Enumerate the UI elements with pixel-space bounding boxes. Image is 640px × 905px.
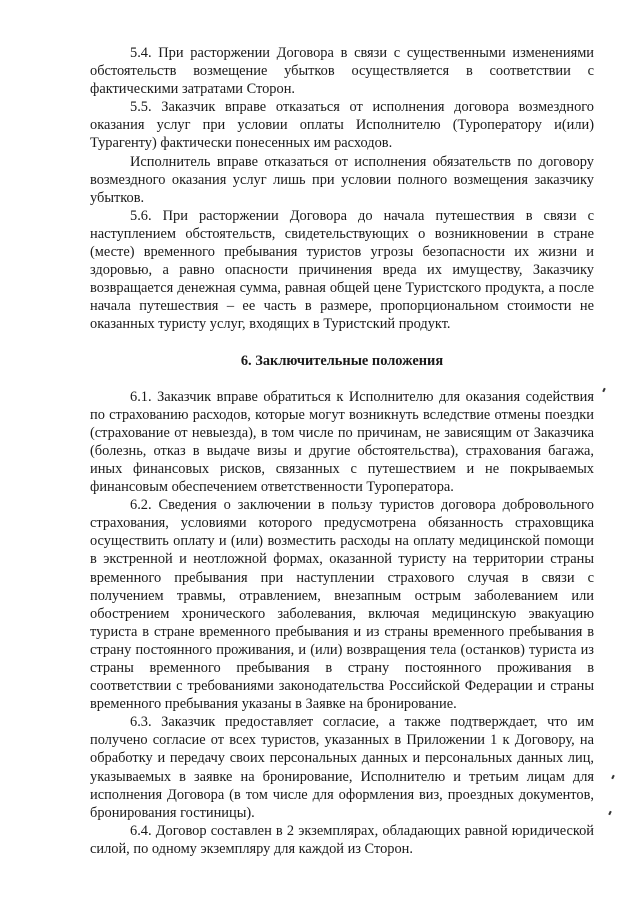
paragraph-6-4: 6.4. Договор составлен в 2 экземплярах, обладающих равной юридической силой, по одному экземпляру для каждой из Сторон.: [90, 822, 594, 857]
paragraph-5-6: 5.6. При расторжении Договора до начала путешествия в связи с наступлением обстоятельств, свидетельствующих о возникновении в стране (месте) временного пребывания туристов угрозы безопасности их жизни и здоровью, а равно опасности причинения вреда их имуществу, Заказчику возвращается денежная сумма, равная общей цене Туристского продукта, а после начала путешествия – ее часть в размере, пропорциональном стоимости не оказанных туристу услуг, входящих в Туристский продукт.: [90, 207, 594, 333]
section-heading: 6. Заключительные положения: [240, 352, 444, 369]
paragraph-6-1: 6.1. Заказчик вправе обратиться к Исполнителю для оказания содействия по страхованию расходов, которые могут возникнуть вследствие отмены поездки (страхование от невыезда), в том числе по причинам, не зависящим от Заказчика (болезнь, отказ в выдаче визы и другие обстоятельства), страхования багажа, иных финансовых рисков, связанных с путешествием и не покрываемых финансовым обеспечением ответственности Туроператора.: [90, 388, 594, 496]
paragraph-5-5-executor: Исполнитель вправе отказаться от исполнения обязательств по договору возмездного оказания услуг лишь при условии полного возмещения заказчику убытков.: [90, 153, 594, 206]
paragraph-6-2: 6.2. Сведения о заключении в пользу туристов договора добровольного страхования, условиями которого предусмотрена обязанность страховщика осуществить оплату и (или) возместить расходы на оплату медицинской помощи в экстренной и неотложной формах, оказанной туристу на территории страны временного пребывания при наступлении страхового случая в связи с получением травмы, отравлением, внезапным острым заболеванием или обострением хронического заболевания, включая медицинскую эвакуацию туриста в стране временного пребывания и из страны временного пребывания в страну постоянного проживания, и (или) возвращения тела (останков) туриста из страны временного пребывания в страну постоянного проживания в соответствии с требованиями законодательства Российской Федерации и страны временного пребывания указаны в Заявке на бронирование.: [90, 497, 594, 713]
paragraph-5-5: 5.5. Заказчик вправе отказаться от исполнения договора возмездного оказания услуг при условии оплаты Исполнителю (Туроператору и(или) Турагенту) фактически понесенных им расходов.: [90, 99, 594, 152]
paragraph-5-4: 5.4. При расторжении Договора в связи с существенными изменениями обстоятельств возмещение убытков осуществляется в соответствии с фактическими затратами Сторон.: [90, 45, 594, 98]
paragraph-6-3: 6.3. Заказчик предоставляет согласие, а также подтверждает, что им получено согласие от всех туристов, указанных в Приложении 1 к Договору, на обработку и передачу своих персональных данных и персональных данных лиц, указываемых в заявке на бронирование, Исполнителю и третьим лицам для исполнения Договора (в том числе для оформления виз, проездных документов, бронирования гостиницы).: [90, 714, 594, 821]
